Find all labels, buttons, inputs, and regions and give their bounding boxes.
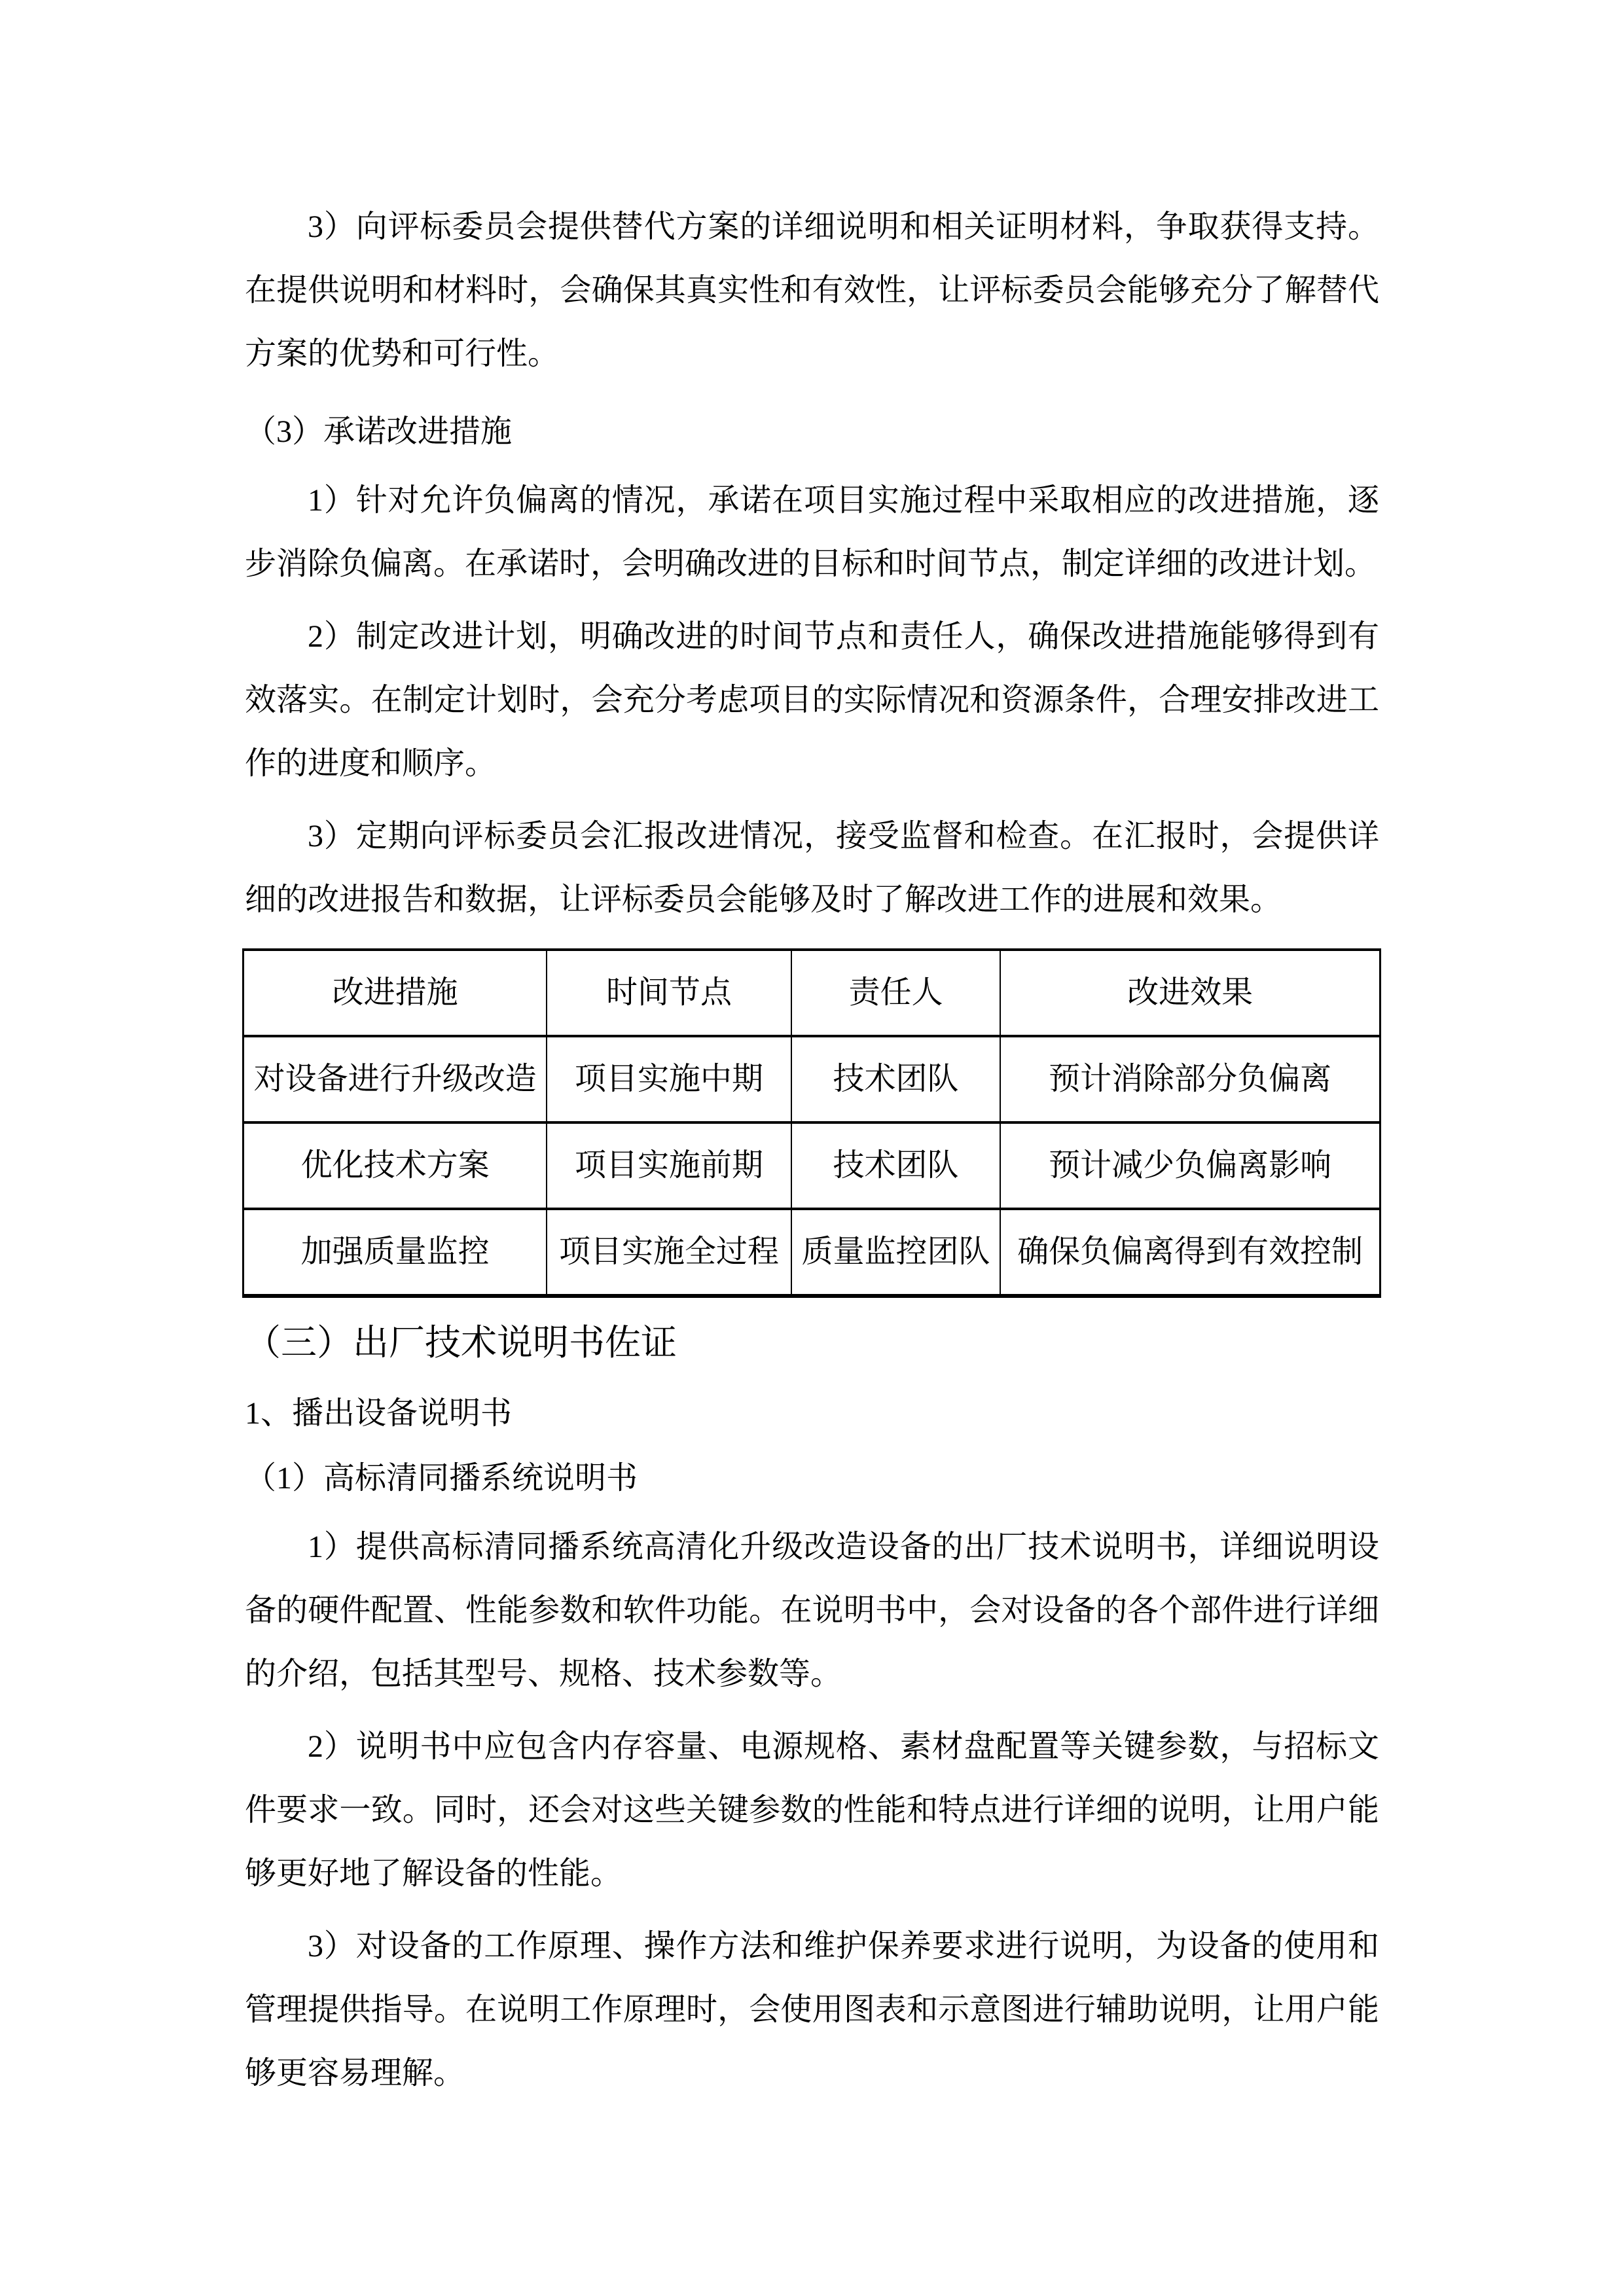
table-row: [244, 1036, 1380, 1122]
table-cell: 确保负偏离得到有效控制: [1000, 1209, 1380, 1296]
table-header-row: [244, 950, 1380, 1036]
table-row: [244, 1122, 1380, 1209]
table-cell: 预计消除部分负偏离: [1000, 1036, 1380, 1122]
table-cell: 项目实施前期: [547, 1122, 791, 1209]
heading-hd-sd-simulcast-manual: （1）高标清同播系统说明书: [245, 1461, 638, 1496]
table-header-measure: 改进措施: [244, 950, 547, 1036]
table-cell: 项目实施中期: [547, 1036, 791, 1122]
table-cell: 加强质量监控: [244, 1209, 547, 1296]
paragraph-manual-working-principle: 3）对设备的工作原理、操作方法和维护保养要求进行说明，为设备的使用和管理提供指导。在说明工作原理时，会使用图表和示意图进行辅助说明，让用户能够更容易理解。: [245, 1929, 1379, 2090]
table-cell: 项目实施全过程: [547, 1209, 791, 1296]
table-cell: 预计减少负偏离影响: [1000, 1122, 1380, 1209]
table-cell: 技术团队: [791, 1122, 1001, 1209]
table-row: [244, 1209, 1380, 1296]
paragraph-alternative-support: 3）向评标委员会提供替代方案的详细说明和相关证明材料，争取获得支持。在提供说明和材料时，会确保其真实性和有效性，让评标委员会能够充分了解替代方案的优势和可行性。: [245, 209, 1379, 371]
paragraph-manual-key-params: 2）说明书中应包含内存容量、电源规格、素材盘配置等关键参数，与招标文件要求一致。同时，还会对这些关键参数的性能和特点进行详细的说明，让用户能够更好地了解设备的性能。: [245, 1729, 1379, 1891]
paragraph-manual-overview: 1）提供高标清同播系统高清化升级改造设备的出厂技术说明书，详细说明设备的硬件配置、性能参数和软件功能。在说明书中，会对设备的各个部件进行详细的介绍，包括其型号、规格、技术参数等。: [245, 1530, 1379, 1691]
table-header-owner: 责任人: [791, 950, 1001, 1036]
table-cell: 优化技术方案: [244, 1122, 547, 1209]
table-cell: 技术团队: [791, 1036, 1001, 1122]
paragraph-improvement-report: 3）定期向评标委员会汇报改进情况，接受监督和检查。在汇报时，会提供详细的改进报告和数据，让评标委员会能够及时了解改进工作的进展和效果。: [245, 819, 1379, 917]
table-header-time: 时间节点: [547, 950, 791, 1036]
heading-commit-improvement: （3）承诺改进措施: [245, 414, 513, 449]
table-header-effect: 改进效果: [1000, 950, 1380, 1036]
heading-factory-manual-section: （三）出厂技术说明书佐证: [245, 1323, 677, 1363]
heading-broadcast-equipment-manual: 1、播出设备说明书: [245, 1396, 513, 1431]
table-cell: 对设备进行升级改造: [244, 1036, 547, 1122]
improvement-measures-table: [242, 948, 1381, 1298]
table-cell: 质量监控团队: [791, 1209, 1001, 1296]
paragraph-improvement-schedule: 2）制定改进计划，明确改进的时间节点和责任人，确保改进措施能够得到有效落实。在制定计划时，会充分考虑项目的实际情况和资源条件，合理安排改进工作的进度和顺序。: [245, 619, 1379, 781]
paragraph-improvement-commitment: 1）针对允许负偏离的情况，承诺在项目实施过程中采取相应的改进措施，逐步消除负偏离。在承诺时，会明确改进的目标和时间节点，制定详细的改进计划。: [245, 483, 1379, 581]
